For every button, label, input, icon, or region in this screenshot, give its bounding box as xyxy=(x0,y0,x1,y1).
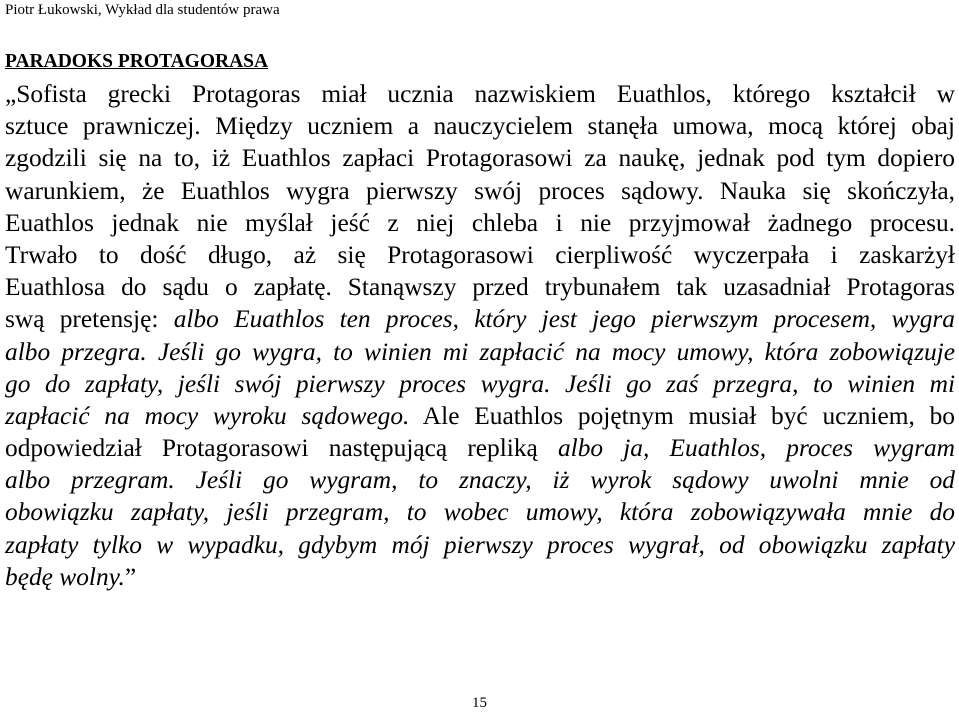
text-line xyxy=(5,496,955,528)
italic-text-run: zapłacić na mocy wyroku sądowego. xyxy=(5,401,410,430)
text-run: odpowiedział Protagorasowi następującą repliką xyxy=(5,434,558,463)
text-run: ” xyxy=(124,562,137,591)
italic-text-run: obowiązku zapłaty, jeśli przegram, to wobec umowy, która zobowiązywała mnie do xyxy=(5,498,955,527)
text-run: swą pretensję: xyxy=(5,305,174,334)
text-line xyxy=(5,336,955,368)
text-run: sztuce prawniczej. Między uczniem a nauczycielem stanęła umowa, mocą której obaj xyxy=(5,112,955,141)
text-line xyxy=(5,529,955,561)
text-line xyxy=(5,239,955,271)
text-run: „Sofista grecki Protagoras miał ucznia nazwiskiem Euathlos, którego kształcił w xyxy=(5,80,955,108)
text-line xyxy=(5,464,955,496)
text-run: Trwało to dość długo, aż się Protagorasowi cierpliwość wyczerpała i zaskarżył xyxy=(5,240,955,269)
text-line xyxy=(5,368,955,400)
page-number: 15 xyxy=(472,695,487,711)
running-header: Piotr Łukowski, Wykład dla studentów prawa xyxy=(5,2,280,18)
italic-text-run: będę wolny. xyxy=(5,562,125,591)
text-run: Ale Euathlos pojętnym musiał być uczniem, bo xyxy=(409,401,956,430)
text-line xyxy=(5,142,955,174)
text-line xyxy=(5,271,955,303)
italic-text-run: albo ja, Euathlos, proces wygram xyxy=(557,434,955,463)
italic-text-run: albo przegra. Jeśli go wygra, to winien mi zapłacić na mocy umowy, która zobowiązuje xyxy=(5,337,955,366)
italic-text-run: go do zapłaty, jeśli swój pierwszy proces wygra. Jeśli go zaś przegra, to winien mi xyxy=(5,369,955,398)
italic-text-run: zapłaty tylko w wypadku, gdybym mój pierwszy proces wygrał, od obowiązku zapłaty xyxy=(5,530,955,559)
text-line xyxy=(5,207,955,239)
text-line xyxy=(5,110,955,142)
italic-text-run: albo Euathlos ten proces, który jest jego pierwszym procesem, wygra xyxy=(173,305,955,334)
section-title: PARADOKS PROTAGORASA xyxy=(5,51,269,72)
text-line xyxy=(5,78,955,110)
text-run: warunkiem, że Euathlos wygra pierwszy swój proces sądowy. Nauka się skończyła, xyxy=(5,176,955,205)
body-paragraph xyxy=(5,78,955,593)
text-line xyxy=(5,303,955,335)
text-run: zgodzili się na to, iż Euathlos zapłaci Protagorasowi za naukę, jednak pod tym dopiero xyxy=(5,144,955,173)
text-run: Euathlosa do sądu o zapłatę. Stanąwszy przed trybunałem tak uzasadniał Protagoras xyxy=(5,273,955,302)
text-line xyxy=(5,400,955,432)
italic-text-run: albo przegram. Jeśli go wygram, to znaczy, iż wyrok sądowy uwolni mnie od xyxy=(5,466,955,495)
text-line xyxy=(5,175,955,207)
text-line xyxy=(5,432,955,464)
text-line xyxy=(5,561,955,593)
text-run: Euathlos jednak nie myślał jeść z niej chleba i nie przyjmował żadnego procesu. xyxy=(5,208,955,237)
